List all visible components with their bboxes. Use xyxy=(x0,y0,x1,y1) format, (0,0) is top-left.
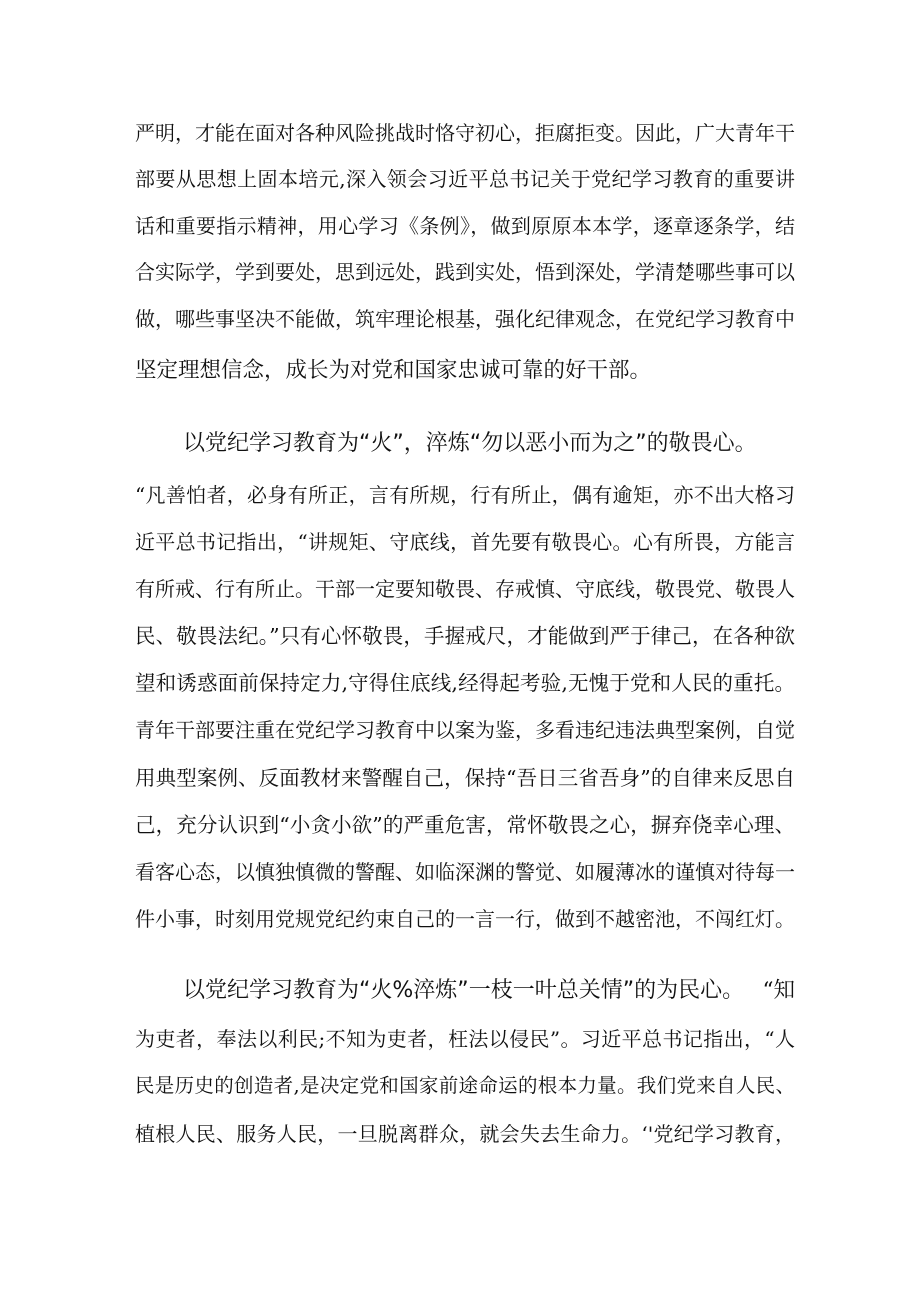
paragraph-3-line-3: 植根人民、服务人民，一旦脱离群众，就会失去生命力。‘'党纪学习教育， xyxy=(135,1122,795,1146)
paragraph-2-line-5: 望和诱惑面前保持定力,守得住底线,经得起考验,无愧于党和人民的重托。 xyxy=(135,671,795,695)
paragraph-2-line-9: 看客心态，以慎独慎微的警醒、如临深渊的警觉、如履薄冰的谨慎对待每一 xyxy=(135,860,795,884)
paragraph-3-first-line xyxy=(183,976,795,1006)
paragraph-1-line-4: 合实际学，学到要处，思到远处，践到实处，悟到深处，学清楚哪些事可以 xyxy=(135,260,795,284)
paragraph-3-line-1: 为吏者，奉法以利民;不知为吏者，枉法以侵民”。习近平总书记指出，“人 xyxy=(135,1027,795,1051)
paragraph-2-line-3: 有所戒、行有所止。干部一定要知敬畏、存戒慎、守底线，敬畏党、敬畏人 xyxy=(135,577,795,601)
paragraph-2-line-10: 件小事，时刻用党规党纪约束自己的一言一行，做到不越密池，不闯红灯。 xyxy=(135,907,795,931)
paragraph-1-line-1: 严明，才能在面对各种风险挑战时恪守初心，拒腐拒变。因此，广大青年干 xyxy=(135,121,795,145)
paragraph-2-line-6: 青年干部要注重在党纪学习教育中以案为鉴，多看违纪违法典型案例，自觉 xyxy=(135,718,795,742)
paragraph-1-line-3: 话和重要指示精神，用心学习《条例》，做到原原本本学，逐章逐条学，结 xyxy=(135,214,795,238)
paragraph-1-line-6: 坚定理想信念，成长为对党和国家忠诚可靠的好干部。 xyxy=(135,358,652,383)
paragraph-2-line-7: 用典型案例、反面教材来警醒自己，保持“吾日三省吾身”的自律来反思自 xyxy=(135,766,795,790)
paragraph-2-line-2: 近平总书记指出，“讲规矩、守底线，首先要有敬畏心。心有所畏，方能言 xyxy=(135,530,795,554)
paragraph-3-heading: 以党纪学习教育为“火%淬炼”一枝一叶总关情”的为民心。 xyxy=(183,978,745,1003)
paragraph-2-line-8: 己，充分认识到“小贪小欲”的严重危害，常怀敬畏之心，摒弃侥幸心理、 xyxy=(135,813,795,837)
paragraph-3-heading-tail: “知 xyxy=(762,978,795,1003)
paragraph-1-line-2: 部要从思想上固本培元,深入领会习近平总书记关于党纪学习教育的重要讲 xyxy=(135,167,795,191)
paragraph-3-line-2: 民是历史的创造者,是决定党和国家前途命运的根本力量。我们党来自人民、 xyxy=(135,1074,795,1097)
paragraph-2-line-1: “凡善怕者，必身有所正，言有所规，行有所止，偶有逾矩，亦不出大格习 xyxy=(135,483,795,507)
paragraph-2-heading: 以党纪学习教育为“火”，淬炼“勿以恶小而为之”的敬畏心。 xyxy=(183,431,757,456)
paragraph-2-line-4: 民、敬畏法纪。”只有心怀敬畏，手握戒尺，才能做到严于律己，在各种欲 xyxy=(135,624,795,648)
paragraph-1-line-5: 做，哪些事坚决不能做，筑牢理论根基，强化纪律观念，在党纪学习教育中 xyxy=(135,307,795,331)
